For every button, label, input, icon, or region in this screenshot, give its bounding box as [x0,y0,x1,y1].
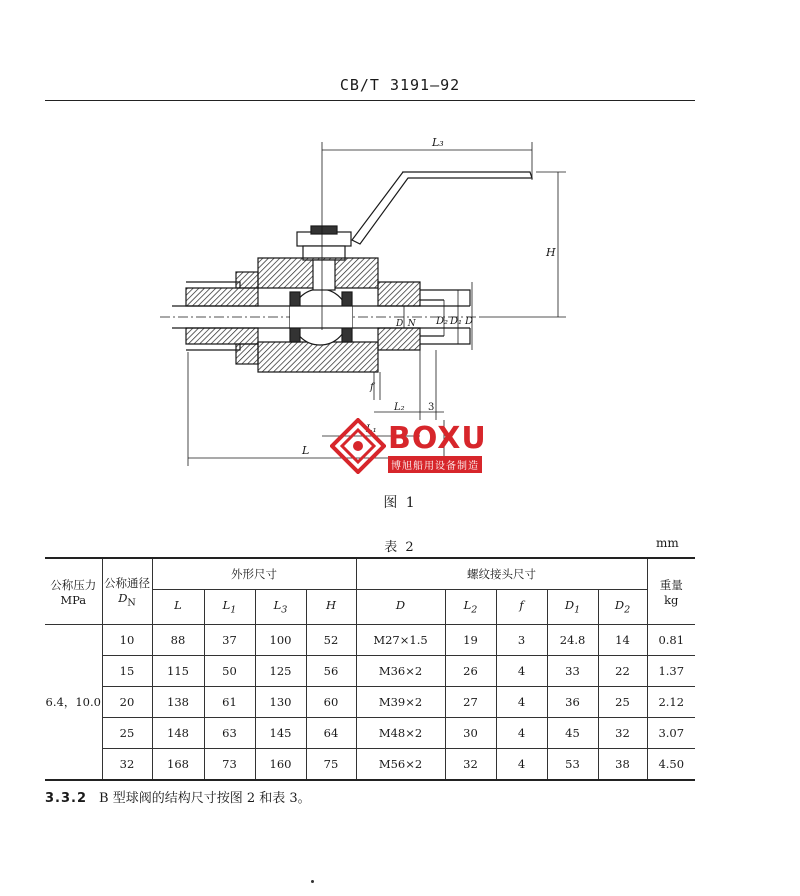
header-thread-dimensions: 螺纹接头尺寸 [356,558,647,590]
col-l1: $L_1$ [204,590,255,625]
col-l3: $L_3$ [255,590,306,625]
col-f: f [496,590,547,625]
dim-d2: D₂ [436,316,449,327]
col-d: D [356,590,445,625]
dim-d: D [465,316,474,327]
handle-lever [403,172,532,178]
boxu-logo-icon [330,418,386,474]
header-diameter: 公称通径 $D_N$ [102,558,152,625]
table-row: 6.4，10.0 10 88 37 100 52 M27×1.5 19 3 24.8 14 0.81 [45,625,695,656]
col-d1: $D_1$ [547,590,598,625]
end-connector-left-bottom [186,328,258,344]
document-header: CB/T 3191—92 [339,76,461,94]
paragraph-text: B 型球阀的结构尺寸按图 2 和表 3。 [99,791,311,806]
table-unit: mm [656,536,679,550]
end-connector-right-bottom [378,328,420,350]
table-caption: 表 2 [384,540,416,555]
table-row: 32 168 73 160 75 M56×2 32 4 53 38 4.50 [45,749,695,781]
watermark-subtitle: 博旭船用设备制造 [388,456,482,473]
dim-dn: D_N [396,319,416,329]
dim-l2: L₂ [394,402,405,413]
paragraph-3-3-2 [45,787,311,806]
dim-h: H [546,246,556,259]
scan-speck [311,880,314,883]
col-l: L [152,590,204,625]
col-h: H [306,590,356,625]
col-d2: $D_2$ [598,590,647,625]
col-l2: $L_2$ [445,590,496,625]
paragraph-number: 3.3.2 [45,791,88,806]
end-connector-left-top [186,288,258,306]
header-rule [45,100,695,101]
table-row: 15 115 50 125 56 M36×2 26 4 33 22 1.37 [45,656,695,687]
dim-l: L [302,444,310,457]
figure-caption: 图 1 [383,495,417,511]
dim-l1: L₁ [366,424,377,435]
spec-table [45,557,695,781]
pressure-value: 6.4，10.0 [45,625,102,781]
watermark-brand: BOXU [388,421,487,456]
dim-3: 3 [428,402,435,413]
dim-f: f [370,382,374,393]
header-weight: 重量 kg [647,558,695,625]
dim-d1: D₁ [450,316,463,327]
end-connector-right-top [378,282,420,306]
dim-l3: L₃ [432,136,444,149]
body-bottom [258,342,378,372]
stem [313,260,335,290]
table-row: 20 138 61 130 60 M39×2 27 4 36 25 2.12 [45,687,695,718]
header-outer-dimensions: 外形尺寸 [152,558,356,590]
handle-arm [352,172,408,244]
header-pressure: 公称压力 MPa [45,558,102,625]
table-row: 25 148 63 145 64 M48×2 30 4 45 32 3.07 [45,718,695,749]
